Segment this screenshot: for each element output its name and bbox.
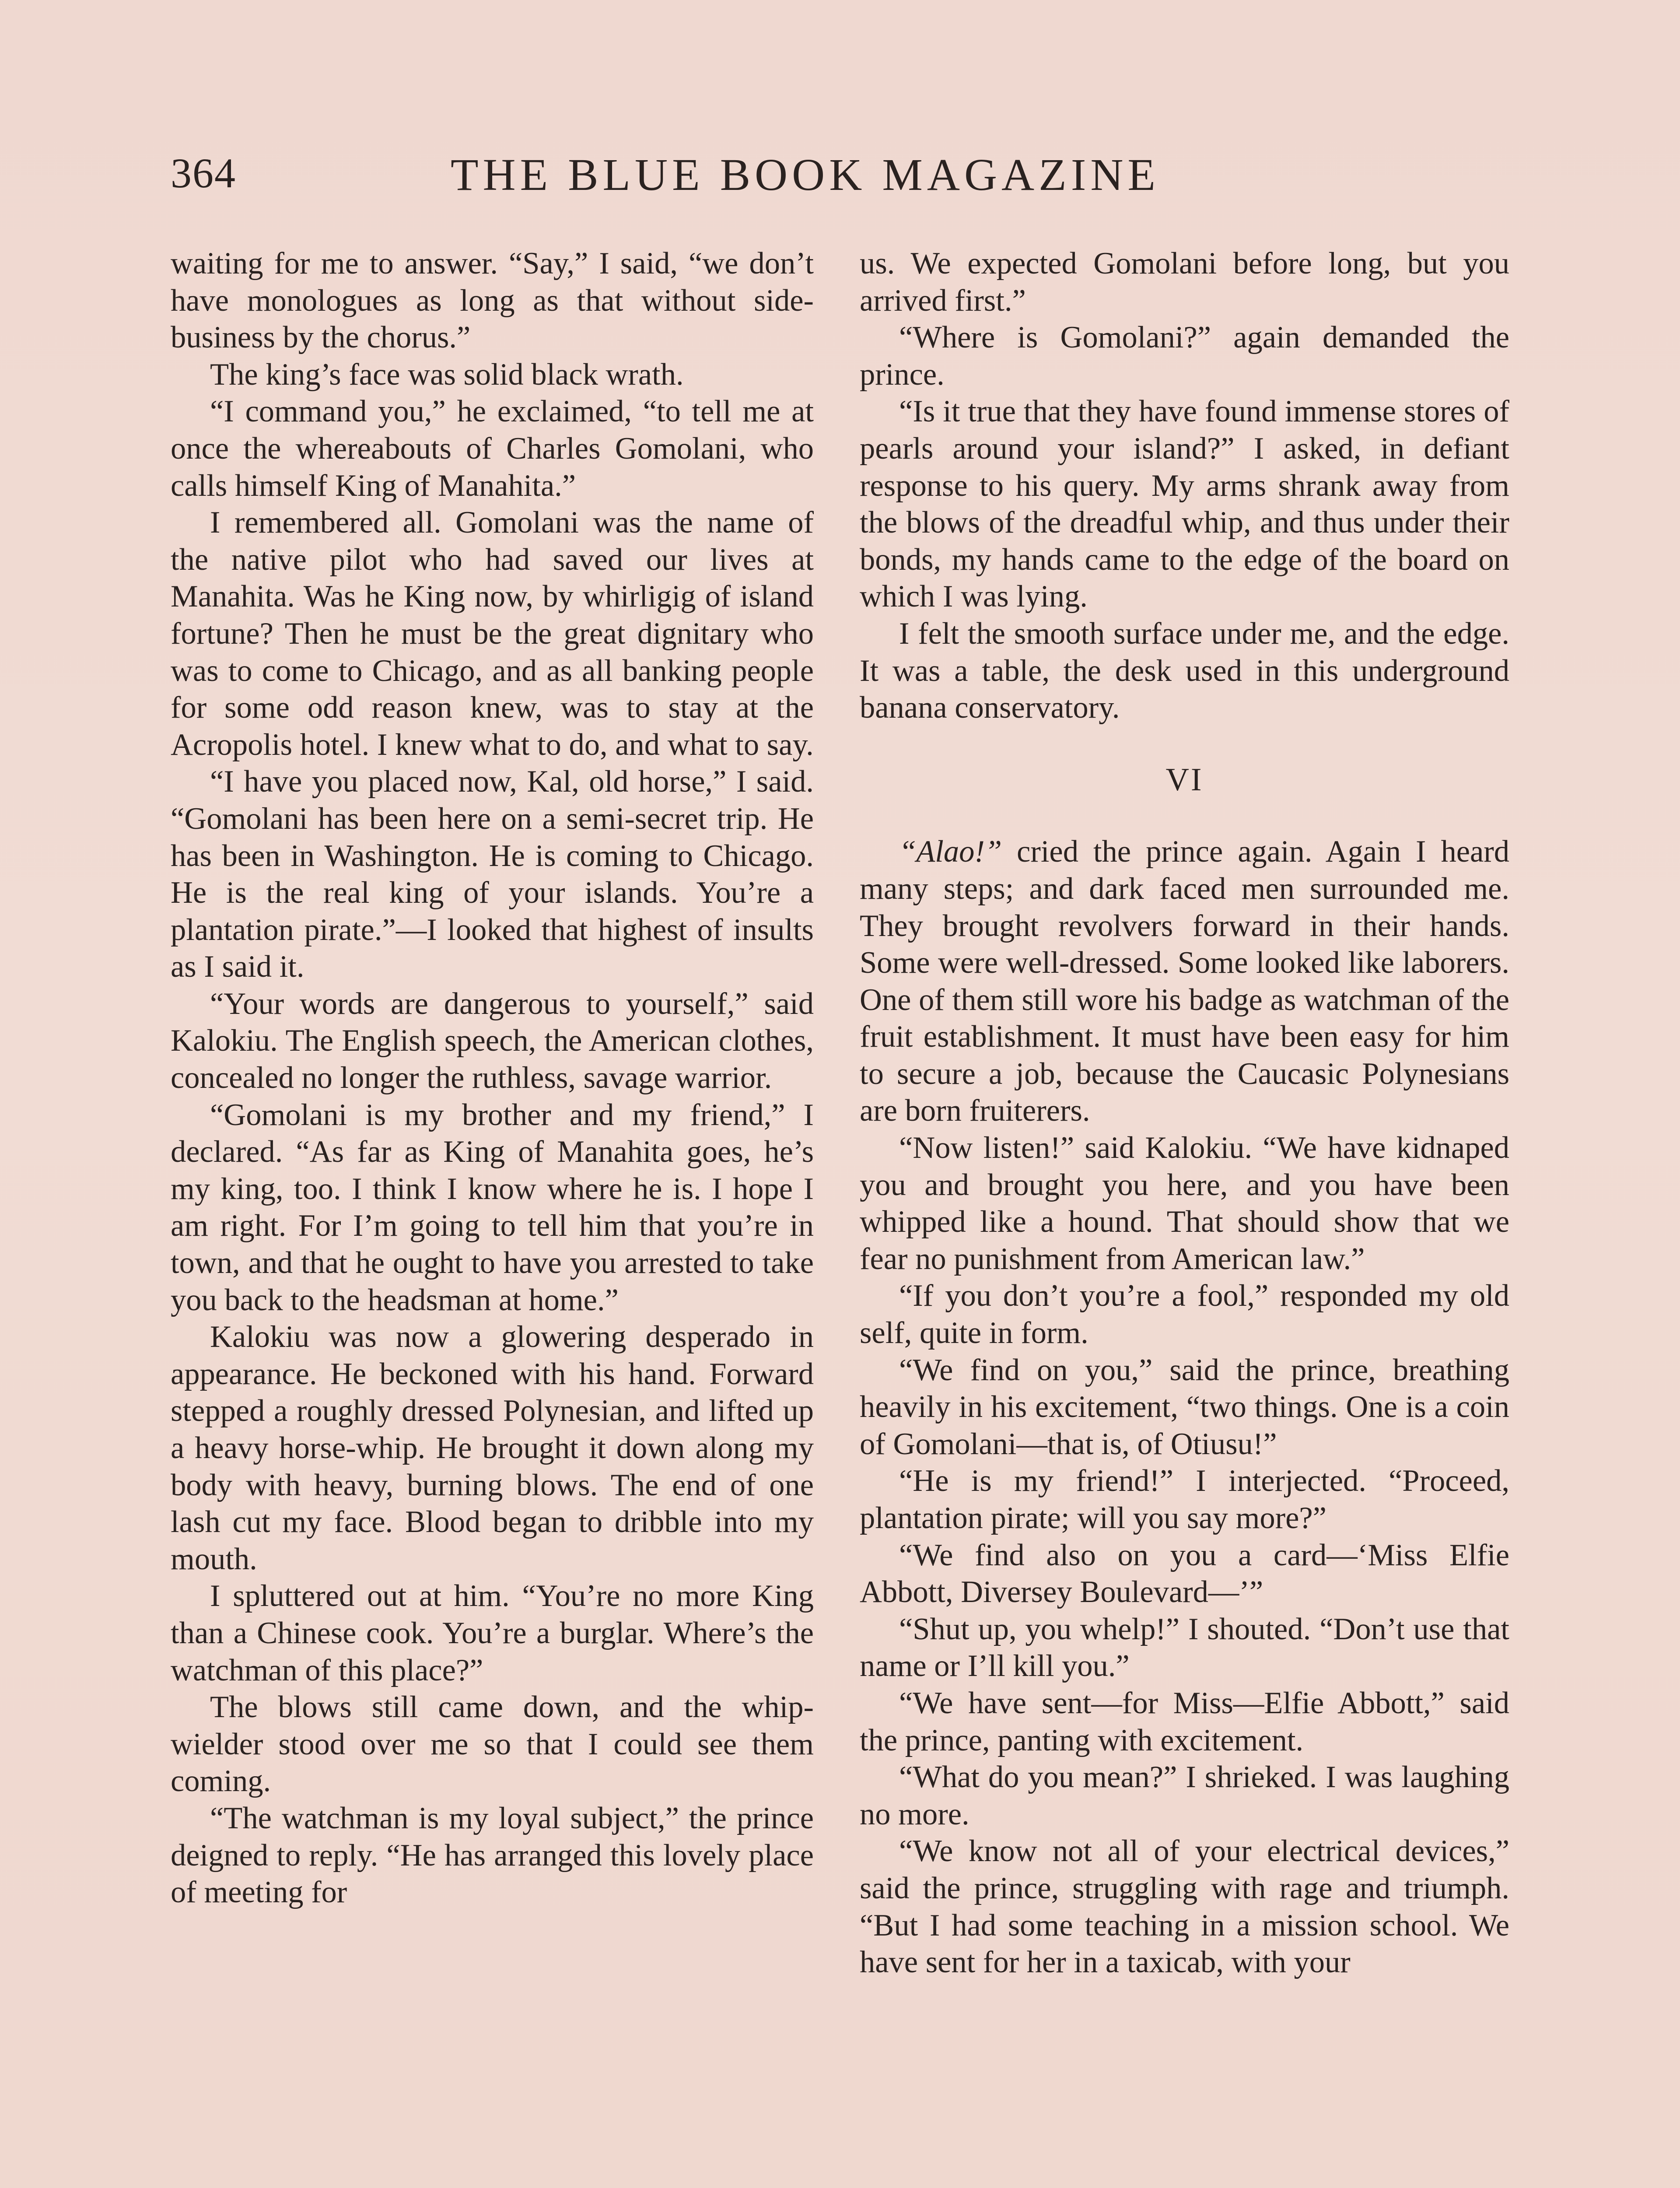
paragraph: “We find on you,” said the prince, breathing heavily in his excitement, “two things. One is a coin of Gomolani—that is, of Otiusu!” (860, 1353, 1509, 1461)
paragraph: “We find also on you a card—‘Miss Elfie Abbott, Diversey Boulevard—’” (860, 1538, 1509, 1609)
page-header (171, 149, 1671, 214)
paragraph: “I command you,” he exclaimed, “to tell me at once the whereabouts of Charles Gomolani, who calls himself King of Manahita.” (171, 394, 814, 503)
paragraph: “Shut up, you whelp!” I shouted. “Don’t use that name or I’ll kill you.” (860, 1612, 1509, 1683)
page-number: 364 (171, 150, 236, 196)
paragraph: “The watchman is my loyal subject,” the prince deigned to reply. “He has arranged this lovely place of meeting for (171, 1801, 814, 1910)
paragraph: “We have sent—for Miss—Elfie Abbott,” said the prince, panting with excitement. (860, 1686, 1509, 1757)
paragraph: I felt the smooth surface under me, and the edge. It was a table, the desk used in this underground banana conservatory. (860, 616, 1509, 725)
paragraph: waiting for me to answer. “Say,” I said, “we don’t have monologues as long as that without side-business by the chorus.” (171, 246, 814, 355)
running-title: THE BLUE BOOK MAGAZINE (451, 150, 1160, 200)
paragraph: “Now listen!” said Kalokiu. “We have kidnaped you and brought you here, and you have been whipped like a hound. That should show that we fear no punishment from American law.” (860, 1131, 1509, 1276)
paragraph: “He is my friend!” I interjected. “Proceed, plantation pirate; will you say more?” (860, 1464, 1509, 1535)
paragraph: “Your words are dangerous to yourself,” said Kalokiu. The English speech, the American clothes, concealed no longer the ruthless, savage warrior. (171, 986, 814, 1095)
right-column (860, 245, 1509, 1981)
italic-exclamation: “Alao!” (899, 835, 1002, 869)
paragraph: I remembered all. Gomolani was the name of the native pilot who had saved our lives at Manahita. Was he King now, by whirligig of island fortune? Then he must be the great dignitary who was to come to Chicago, and as all banking people for some odd reason knew, was to stay at the Acropolis hotel. I knew what to do, and what to say. (171, 505, 814, 762)
paragraph: “Is it true that they have found immense stores of pearls around your island?” I asked, in defiant response to his query. My arms shrank away from the blows of the dreadful whip, and thus under their bonds, my hands came to the edge of the board on which I was lying. (860, 394, 1509, 614)
paragraph (860, 833, 1509, 1129)
paragraph: “I have you placed now, Kal, old horse,” I said. “Gomolani has been here on a semi-secret trip. He has been in Washington. He is coming to Chicago. He is the real king of your islands. You’re a plantation pirate.”—I looked that highest of insults as I said it. (171, 764, 814, 984)
paragraph: “If you don’t you’re a fool,” responded my old self, quite in form. (860, 1279, 1509, 1350)
paragraph: us. We expected Gomolani before long, but you arrived first.” (860, 246, 1509, 318)
paragraph: “We know not all of your electrical devices,” said the prince, struggling with rage and triumph. “But I had some teaching in a mission school. We have sent for her in a taxicab, with your (860, 1834, 1509, 1980)
paragraph: The king’s face was solid black wrath. (210, 357, 684, 392)
paragraph: Kalokiu was now a glowering desperado in appearance. He beckoned with his hand. Forward stepped a roughly dressed Polynesian, and lifted up a heavy horse-whip. He brought it down along my body with heavy, burning blows. The end of one lash cut my face. Blood began to dribble into my mouth. (171, 1320, 814, 1576)
left-column (171, 245, 814, 1911)
paragraph: The blows still came down, and the whip-wielder stood over me so that I could see them coming. (171, 1690, 814, 1799)
section-heading: VI (1166, 761, 1204, 798)
paragraph-text: cried the prince again. Again I heard many steps; and dark faced men surrounded me. They brought revolvers forward in their hands. Some were well-dressed. Some looked like laborers. One of them still wore his badge as watchman of the fruit establishment. It must have been easy for him to secure a job, because the Caucasic Polynesians are born fruiterers. (860, 835, 1509, 1128)
paragraph: “Gomolani is my brother and my friend,” I declared. “As far as King of Manahita goes, he’s my king, too. I think I know where he is. I hope I am right. For I’m going to tell him that you’re in town, and that he ought to have you arrested to take you back to the headsman at home.” (171, 1098, 814, 1317)
paragraph: “Where is Gomolani?” again demanded the prince. (860, 320, 1509, 392)
paragraph: “What do you mean?” I shrieked. I was laughing no more. (860, 1760, 1509, 1831)
paragraph: I spluttered out at him. “You’re no more King than a Chinese cook. You’re a burglar. Where’s the watchman of this place?” (171, 1579, 814, 1687)
